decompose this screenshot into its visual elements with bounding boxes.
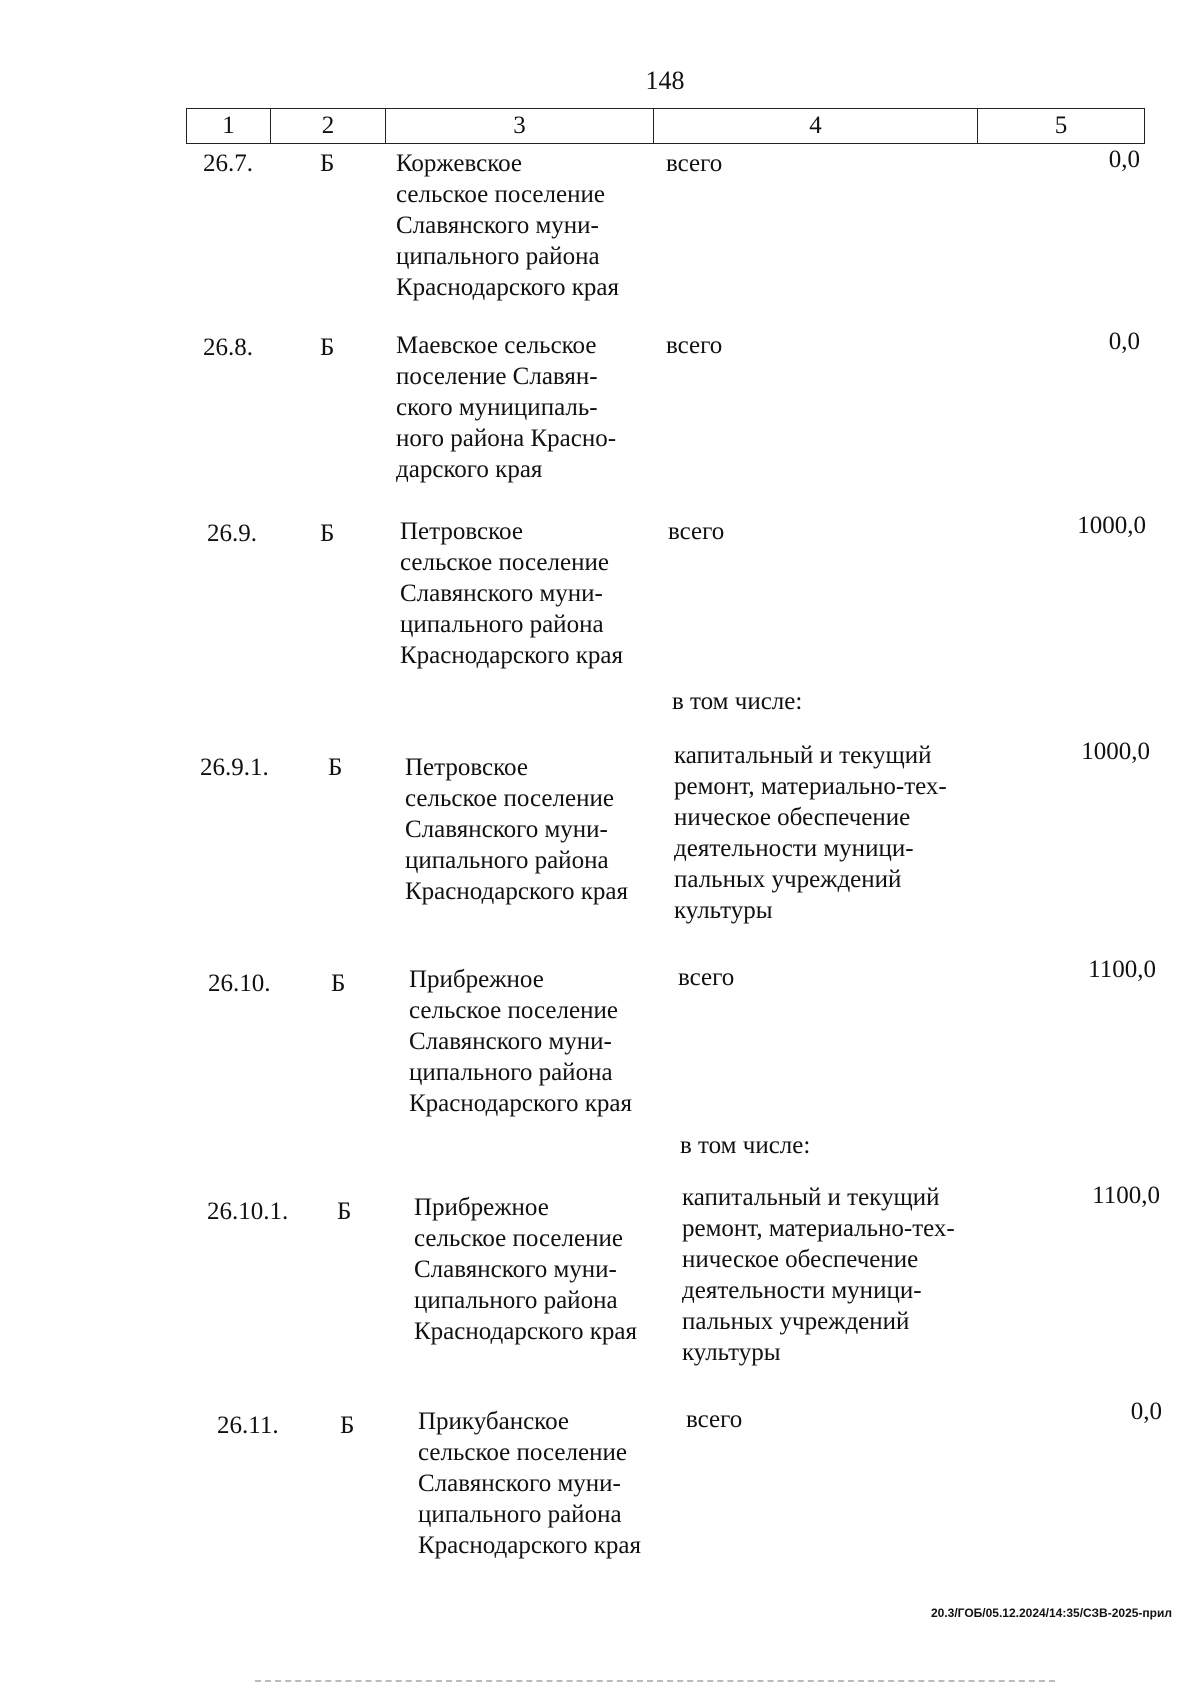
purpose-line: пальных учреждений	[682, 1308, 910, 1335]
row-number: 26.9.	[207, 520, 257, 547]
settlement-name-line: ского муниципаль-	[396, 394, 598, 421]
settlement-name	[418, 1406, 666, 1561]
settlement-name	[400, 516, 648, 671]
column-header-2: 2	[271, 109, 386, 144]
settlement-name	[414, 1192, 662, 1347]
purpose-line: всего	[686, 1406, 743, 1433]
settlement-name-line: Прибрежное	[409, 966, 544, 993]
purpose-description	[686, 1404, 998, 1435]
settlement-name-line: дарского края	[396, 456, 543, 483]
settlement-name-line: Краснодарского края	[400, 642, 623, 669]
row-code: Б	[320, 150, 335, 177]
amount-value: 1100,0	[1088, 956, 1156, 983]
row-number: 26.10.1.	[207, 1198, 289, 1225]
settlement-name-line: Краснодарского края	[405, 878, 628, 905]
amount-value: 0,0	[1130, 1398, 1162, 1425]
settlement-name-line: сельское поселение	[405, 785, 614, 812]
purpose-line: пальных учреждений	[674, 866, 902, 893]
amount-value: 1000,0	[1077, 512, 1146, 539]
in-that-number-label: в том числе:	[672, 688, 803, 715]
settlement-name-line: Славянского муни-	[418, 1470, 621, 1497]
row-number: 26.10.	[208, 970, 271, 997]
scan-bottom-edge	[255, 1680, 1055, 1684]
purpose-line: всего	[678, 964, 735, 991]
column-header-row	[187, 109, 1145, 144]
purpose-line: всего	[666, 332, 723, 359]
purpose-description	[668, 516, 980, 547]
settlement-name-line: Петровское	[405, 754, 528, 781]
column-header-3: 3	[386, 109, 654, 144]
row-number: 26.11.	[217, 1412, 279, 1439]
purpose-line: ническое обеспечение	[682, 1246, 919, 1273]
row-code: Б	[328, 754, 343, 781]
document-footer-code: 20.3/ГОБ/05.12.2024/14:35/СЗВ-2025-прил	[930, 1606, 1172, 1620]
settlement-name	[405, 752, 653, 907]
settlement-name-line: сельское поселение	[400, 549, 609, 576]
amount-value: 1000,0	[1081, 738, 1150, 765]
settlement-name-line: сельское поселение	[414, 1225, 623, 1252]
amount-value: 1100,0	[1092, 1182, 1160, 1209]
row-code: Б	[340, 1412, 355, 1439]
amount-value: 0,0	[1108, 146, 1140, 173]
amount-value: 0,0	[1108, 328, 1140, 355]
settlement-name	[409, 964, 657, 1119]
column-header-table	[186, 108, 1145, 144]
settlement-name-line: Краснодарского края	[418, 1532, 641, 1559]
settlement-name-line: ного района Красно-	[396, 425, 617, 452]
purpose-line: капитальный и текущий	[674, 742, 932, 769]
settlement-name-line: Славянского муни-	[409, 1028, 612, 1055]
purpose-line: ническое обеспечение	[674, 804, 911, 831]
row-number: 26.8.	[203, 334, 253, 361]
settlement-name-line: Краснодарского края	[396, 274, 619, 301]
purpose-description	[674, 740, 986, 926]
settlement-name-line: Маевское сельское	[396, 332, 597, 359]
settlement-name-line: сельское поселение	[418, 1439, 627, 1466]
settlement-name-line: ципального района	[414, 1287, 618, 1314]
purpose-description	[666, 148, 978, 179]
row-number: 26.9.1.	[200, 754, 269, 781]
purpose-line: всего	[668, 518, 725, 545]
row-code: Б	[337, 1198, 352, 1225]
purpose-description	[682, 1182, 994, 1368]
settlement-name-line: сельское поселение	[396, 181, 605, 208]
settlement-name-line: Краснодарского края	[414, 1318, 637, 1345]
column-header-5: 5	[978, 109, 1145, 144]
settlement-name	[396, 330, 644, 485]
purpose-line: культуры	[682, 1339, 781, 1366]
purpose-line: ремонт, материально-тех-	[682, 1215, 955, 1242]
settlement-name-line: ципального района	[405, 847, 609, 874]
purpose-line: капитальный и текущий	[682, 1184, 940, 1211]
row-code: Б	[320, 520, 335, 547]
purpose-description	[678, 962, 990, 993]
settlement-name-line: Прикубанское	[418, 1408, 569, 1435]
settlement-name-line: ципального района	[396, 243, 600, 270]
purpose-line: всего	[666, 150, 723, 177]
column-header-1: 1	[187, 109, 271, 144]
in-that-number-label: в том числе:	[680, 1132, 811, 1159]
settlement-name-line: Коржевское	[396, 150, 523, 177]
purpose-line: деятельности муници-	[682, 1277, 922, 1304]
settlement-name-line: Прибрежное	[414, 1194, 549, 1221]
column-header-4: 4	[654, 109, 978, 144]
row-number: 26.7.	[203, 150, 253, 177]
settlement-name-line: Славянского муни-	[405, 816, 608, 843]
page-number: 148	[645, 66, 685, 95]
settlement-name-line: Славянского муни-	[396, 212, 599, 239]
settlement-name-line: Краснодарского края	[409, 1090, 632, 1117]
settlement-name-line: сельское поселение	[409, 997, 618, 1024]
settlement-name-line: ципального района	[409, 1059, 613, 1086]
purpose-description	[666, 330, 978, 361]
settlement-name-line: Славянского муни-	[400, 580, 603, 607]
purpose-line: культуры	[674, 897, 773, 924]
settlement-name-line: ципального района	[400, 611, 604, 638]
settlement-name-line: Славянского муни-	[414, 1256, 617, 1283]
purpose-line: ремонт, материально-тех-	[674, 773, 947, 800]
settlement-name-line: ципального района	[418, 1501, 622, 1528]
settlement-name	[396, 148, 644, 303]
row-code: Б	[320, 334, 335, 361]
settlement-name-line: Петровское	[400, 518, 523, 545]
purpose-line: деятельности муници-	[674, 835, 914, 862]
row-code: Б	[331, 970, 346, 997]
settlement-name-line: поселение Славян-	[396, 363, 598, 390]
